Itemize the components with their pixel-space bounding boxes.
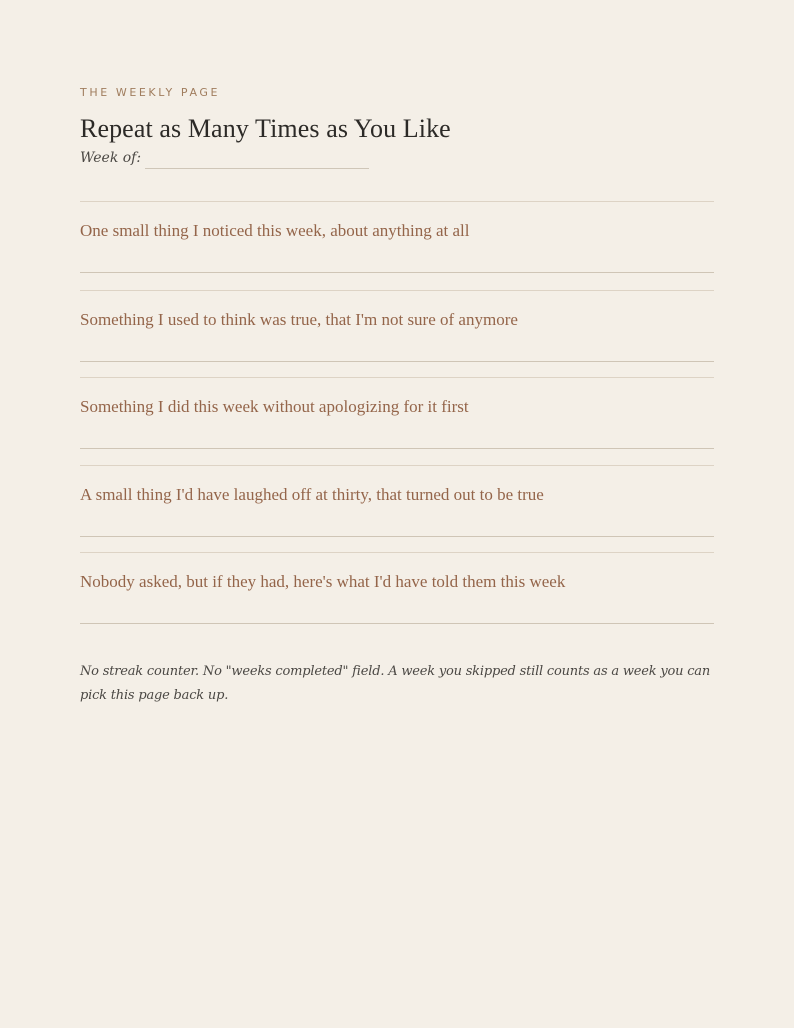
prompt-section bbox=[80, 465, 714, 538]
prompt-text: Nobody asked, but if they had, here's what I'd have told them this week bbox=[80, 572, 566, 591]
footnote: No streak counter. No "weeks completed" field. A week you skipped still counts as a week you can pick this page back up. bbox=[80, 664, 711, 703]
prompt-text: A small thing I'd have laughed off at thirty, that turned out to be true bbox=[80, 485, 544, 504]
prompt-section bbox=[80, 201, 714, 274]
prompt-text: One small thing I noticed this week, about anything at all bbox=[80, 221, 470, 240]
page-title: Repeat as Many Times as You Like bbox=[80, 114, 451, 143]
section-divider bbox=[80, 377, 714, 378]
section-divider bbox=[80, 290, 714, 291]
prompt-section bbox=[80, 290, 714, 363]
section-divider bbox=[80, 552, 714, 553]
answer-line[interactable] bbox=[80, 272, 714, 273]
prompt-text: Something I did this week without apologizing for it first bbox=[80, 397, 469, 416]
week-of-label: Week of: bbox=[80, 150, 142, 166]
answer-line[interactable] bbox=[80, 448, 714, 449]
section-divider bbox=[80, 201, 714, 202]
week-of-row bbox=[80, 150, 369, 166]
prompt-text: Something I used to think was true, that I'm not sure of anymore bbox=[80, 310, 518, 329]
eyebrow-label: THE WEEKLY PAGE bbox=[80, 86, 221, 99]
prompt-section bbox=[80, 377, 714, 450]
week-of-field[interactable] bbox=[145, 168, 369, 169]
answer-line[interactable] bbox=[80, 623, 714, 624]
section-divider bbox=[80, 465, 714, 466]
prompt-section bbox=[80, 552, 714, 625]
answer-line[interactable] bbox=[80, 536, 714, 537]
answer-line[interactable] bbox=[80, 361, 714, 362]
